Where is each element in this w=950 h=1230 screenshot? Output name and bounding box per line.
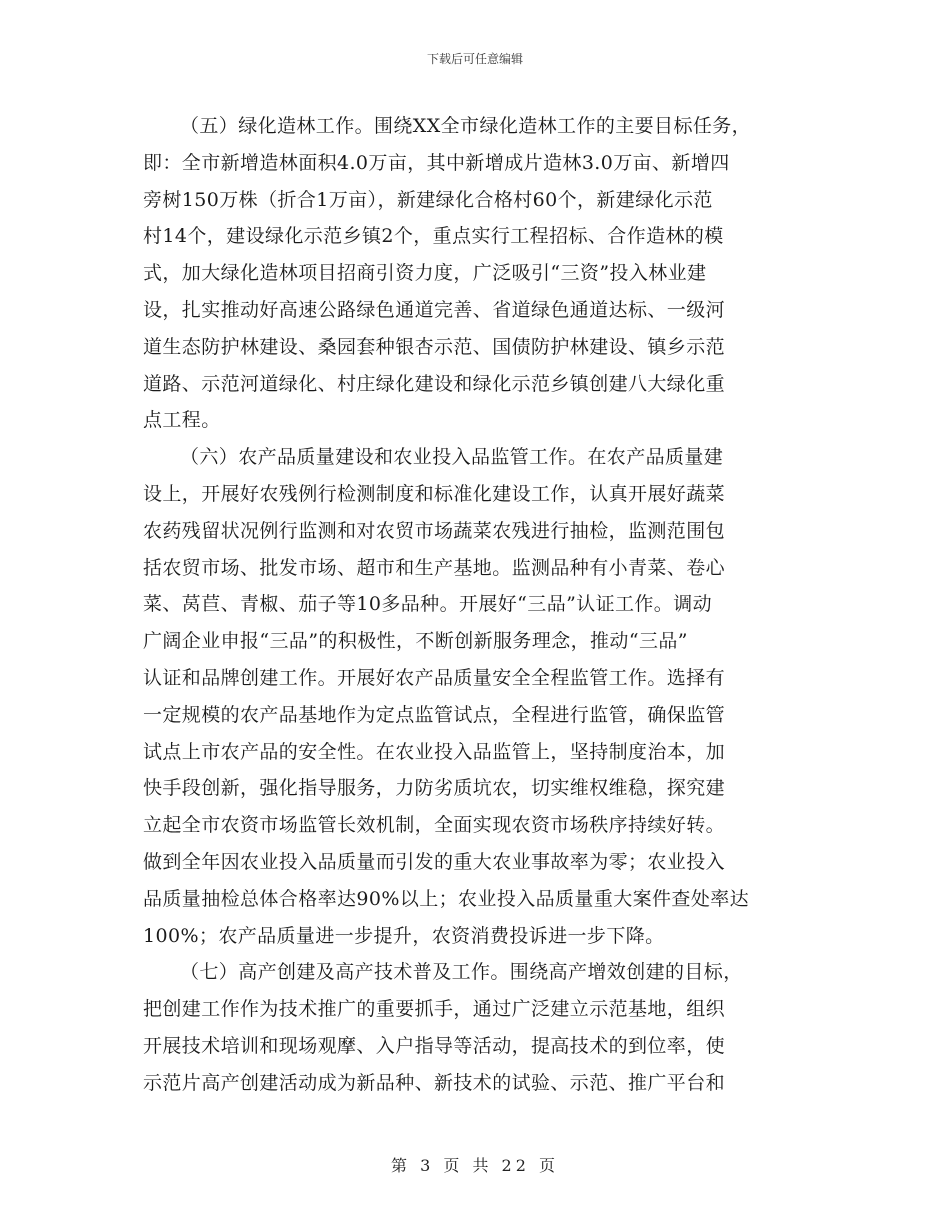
page-footer: 第 3 页 共 22 页 bbox=[391, 1156, 559, 1175]
text-line: 快手段创新，强化指导服务，力防劣质坑农，切实维权维稳，探究建 bbox=[143, 777, 726, 800]
text-line: 道生态防护林建设、桑园套种银杏示范、国债防护林建设、镇乡示范 bbox=[143, 335, 726, 358]
text-line: 式，加大绿化造林项目招商引资力度，广泛吸引“三资”投入林业建 bbox=[143, 262, 707, 285]
text-line: 开展技术培训和现场观摩、入户指导等活动，提高技术的到位率，使 bbox=[143, 1034, 726, 1057]
text-line: 点工程。 bbox=[143, 409, 221, 432]
text-line: 试点上市农产品的安全性。在农业投入品监管上，坚持制度治本，加 bbox=[143, 740, 726, 763]
text-line: 立起全市农资市场监管长效机制，全面实现农资市场秩序持续好转。 bbox=[143, 814, 726, 837]
text-line: 设，扎实推动好高速公路绿色通道完善、省道绿色通道达标、一级河 bbox=[143, 298, 726, 321]
text-line: 认证和品牌创建工作。开展好农产品质量安全全程监管工作。选择有 bbox=[143, 666, 726, 689]
text-line: 农药残留状况例行监测和对农贸市场蔬菜农残进行抽检，监测范围包 bbox=[143, 519, 726, 542]
page-header: 下载后可任意编辑 bbox=[426, 52, 523, 66]
text-line: 旁树150万株（折合1万亩），新建绿化合格村60个，新建绿化示范 bbox=[143, 188, 713, 211]
text-line: 道路、示范河道绿化、村庄绿化建设和绿化示范乡镇创建八大绿化重 bbox=[143, 372, 726, 395]
text-line: 村14个，建设绿化示范乡镇2个，重点实行工程招标、合作造林的模 bbox=[143, 225, 724, 248]
text-line: 广阔企业申报“三品”的积极性，不断创新服务理念，推动“三品” bbox=[143, 630, 688, 653]
document-body bbox=[143, 108, 815, 1102]
text-line: 示范片高产创建活动成为新品种、新技术的试验、示范、推广平台和 bbox=[143, 1071, 726, 1094]
text-line: 即：全市新增造林面积4.0万亩，其中新增成片造林3.0万亩、新增四 bbox=[143, 151, 730, 174]
text-line: 括农贸市场、批发市场、超市和生产基地。监测品种有小青菜、卷心 bbox=[143, 556, 726, 579]
paragraph-first-line: （五）绿化造林工作。围绕XX全市绿化造林工作的主要目标任务， bbox=[180, 115, 752, 137]
text-line: 设上，开展好农残例行检测制度和标准化建设工作，认真开展好蔬菜 bbox=[143, 482, 726, 505]
text-line: 菜、莴苣、青椒、茄子等10多品种。开展好“三品”认证工作。调动 bbox=[143, 593, 713, 616]
text-line: 做到全年因农业投入品质量而引发的重大农业事故率为零；农业投入 bbox=[143, 850, 726, 873]
text-line: 品质量抽检总体合格率达90%以上；农业投入品质量重大案件查处率达 bbox=[143, 887, 750, 910]
text-line: 把创建工作作为技术推广的重要抓手，通过广泛建立示范基地，组织 bbox=[143, 998, 726, 1021]
paragraph-first-line: （七）高产创建及高产技术普及工作。围绕高产增效创建的目标， bbox=[180, 961, 743, 984]
text-line: 一定规模的农产品基地作为定点监管试点，全程进行监管，确保监管 bbox=[143, 703, 726, 726]
text-line: 100%；农产品质量进一步提升，农资消费投诉进一步下降。 bbox=[143, 924, 665, 947]
paragraph-first-line: （六）农产品质量建设和农业投入品监管工作。在农产品质量建 bbox=[180, 446, 724, 469]
